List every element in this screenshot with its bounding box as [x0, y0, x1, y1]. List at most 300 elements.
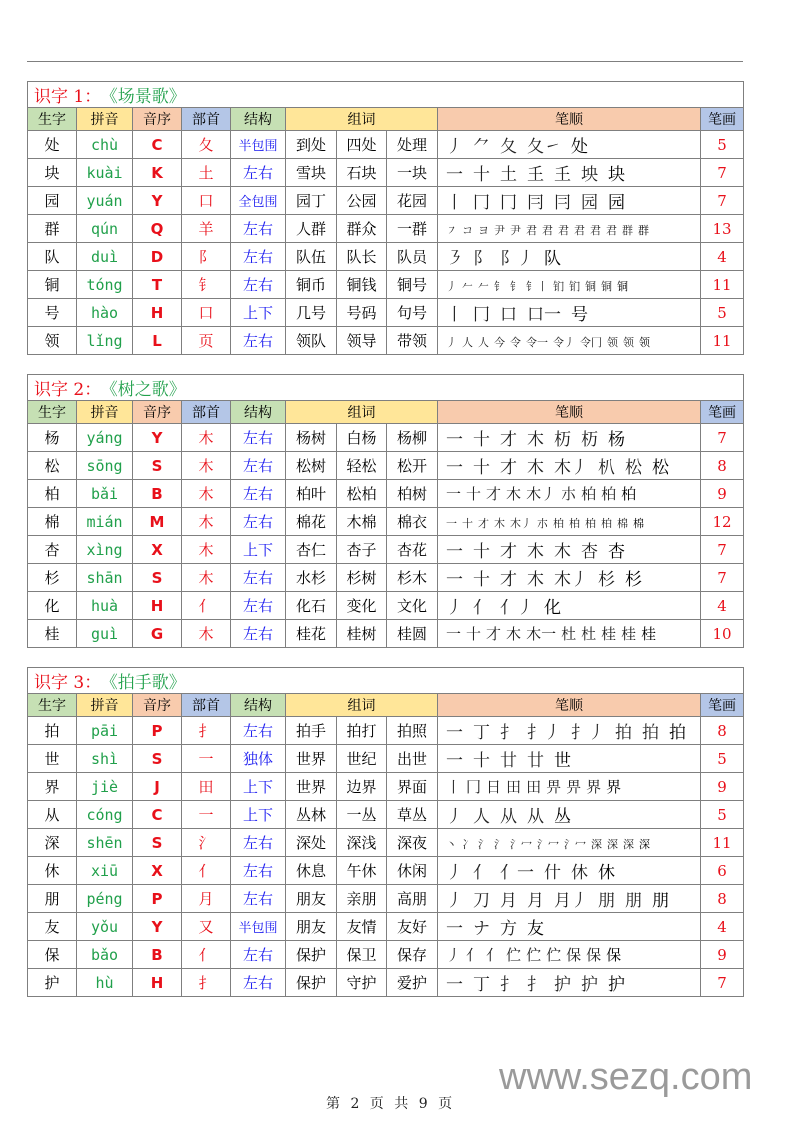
stroke-step: 柏	[601, 485, 617, 503]
stroke-step: 令丿	[553, 335, 575, 349]
word-cell: 队长	[337, 243, 387, 271]
stroke-step: 什	[544, 863, 561, 883]
radical-cell: 口	[182, 299, 231, 327]
stroke-count-cell: 9	[701, 773, 744, 801]
stroke-step: 才	[486, 485, 502, 503]
structure-cell: 全包围	[231, 187, 286, 215]
character-cell: 朋	[28, 885, 77, 913]
stroke-count-cell: 11	[701, 829, 744, 857]
stroke-step: 深	[639, 837, 650, 851]
pinyin-cell: xiū	[77, 857, 133, 885]
stroke-step: 廿	[500, 751, 517, 771]
stroke-step: 一	[446, 485, 462, 503]
radical-cell: 亻	[182, 941, 231, 969]
stroke-step: 丨	[446, 778, 462, 796]
initial-letter-cell: S	[133, 564, 182, 592]
word-cell: 句号	[387, 299, 438, 327]
table-row	[28, 717, 744, 745]
header-pinyin: 拼音	[77, 108, 133, 131]
stroke-step: 亻丿	[500, 598, 534, 618]
radical-cell: 亻	[182, 592, 231, 620]
table-row	[28, 564, 744, 592]
stroke-step: 木	[527, 458, 544, 478]
stroke-step: 深	[591, 837, 602, 851]
stroke-step: 畀	[546, 778, 562, 796]
word-cell: 午休	[337, 857, 387, 885]
radical-cell: 木	[182, 508, 231, 536]
stroke-step: 领	[607, 335, 618, 349]
header-words: 组词	[286, 694, 438, 717]
lesson-name: 《树之歌》	[109, 380, 186, 400]
stroke-step: 冃	[554, 193, 571, 213]
word-cell: 到处	[286, 131, 337, 159]
pinyin-cell: péng	[77, 885, 133, 913]
table-row	[28, 452, 744, 480]
stroke-step: 友	[527, 919, 544, 939]
stroke-step: 护	[608, 975, 625, 995]
stroke-step: 保	[566, 946, 582, 964]
word-cell: 杏仁	[286, 536, 337, 564]
structure-cell: 上下	[231, 801, 286, 829]
table-row	[28, 299, 744, 327]
word-cell: 化石	[286, 592, 337, 620]
section-title	[28, 668, 744, 694]
stroke-order-cell	[438, 480, 701, 508]
stroke-step: 木丿	[554, 570, 588, 590]
character-cell: 棉	[28, 508, 77, 536]
character-cell: 队	[28, 243, 77, 271]
stroke-step: 丁	[473, 723, 490, 743]
pinyin-cell: pāi	[77, 717, 133, 745]
initial-letter-cell: Q	[133, 215, 182, 243]
stroke-step: 阝	[473, 249, 490, 269]
stroke-step: 坱	[581, 165, 598, 185]
vocab-section-3	[27, 667, 743, 997]
stroke-count-cell: 4	[701, 913, 744, 941]
stroke-step: 月丿	[554, 891, 588, 911]
stroke-count-cell: 7	[701, 187, 744, 215]
word-cell: 保卫	[337, 941, 387, 969]
stroke-step: 冂	[500, 193, 517, 213]
stroke-order-cell	[438, 745, 701, 773]
initial-letter-cell: S	[133, 452, 182, 480]
character-cell: 领	[28, 327, 77, 355]
stroke-order-cell	[438, 159, 701, 187]
stroke-step: 木丿	[526, 485, 557, 503]
stroke-step: 木	[527, 542, 544, 562]
stroke-step: 才	[500, 542, 517, 562]
stroke-step: 君	[526, 223, 537, 237]
lesson-name: 《拍手歌》	[109, 673, 186, 693]
stroke-step: 伫	[506, 946, 522, 964]
table-row	[28, 773, 744, 801]
stroke-step: 桂	[601, 625, 617, 643]
stroke-step: 朋	[598, 891, 615, 911]
word-cell: 铜钱	[337, 271, 387, 299]
stroke-count-cell: 7	[701, 969, 744, 997]
header-char: 生字	[28, 108, 77, 131]
word-cell: 友情	[337, 913, 387, 941]
word-cell: 铜币	[286, 271, 337, 299]
pinyin-cell: duì	[77, 243, 133, 271]
word-cell: 边界	[337, 773, 387, 801]
word-cell: 桂树	[337, 620, 387, 648]
stroke-count-cell: 11	[701, 271, 744, 299]
stroke-step: 伫	[546, 946, 562, 964]
header-words: 组词	[286, 108, 438, 131]
stroke-step: 廿	[527, 751, 544, 771]
stroke-step: 口一	[527, 305, 561, 325]
pinyin-cell: yáng	[77, 424, 133, 452]
stroke-step: 亻	[473, 598, 490, 618]
stroke-step: 一	[446, 570, 463, 590]
stroke-step: 木	[527, 430, 544, 450]
stroke-step: 木丿	[554, 458, 588, 478]
stroke-step: 才	[500, 570, 517, 590]
structure-cell: 上下	[231, 299, 286, 327]
stroke-step: 休	[571, 863, 588, 883]
watermark: www.sezq.com	[499, 1056, 753, 1098]
initial-letter-cell: S	[133, 745, 182, 773]
header-char: 生字	[28, 694, 77, 717]
structure-cell: 左右	[231, 271, 286, 299]
table-row	[28, 885, 744, 913]
word-cell: 队员	[387, 243, 438, 271]
initial-letter-cell: B	[133, 480, 182, 508]
stroke-step: 朳	[598, 458, 615, 478]
section-title	[28, 375, 744, 401]
stroke-step: 君	[606, 223, 617, 237]
word-cell: 世纪	[337, 745, 387, 773]
word-cell: 白杨	[337, 424, 387, 452]
character-cell: 块	[28, 159, 77, 187]
vocab-table	[27, 81, 744, 355]
character-cell: 拍	[28, 717, 77, 745]
word-cell: 人群	[286, 215, 337, 243]
stroke-step: 铜	[617, 279, 628, 293]
stroke-step: 令一	[526, 335, 548, 349]
structure-cell: 左右	[231, 159, 286, 187]
word-cell: 拍手	[286, 717, 337, 745]
stroke-step: 令	[510, 335, 521, 349]
pinyin-cell: guì	[77, 620, 133, 648]
stroke-step: 钔	[569, 279, 580, 293]
word-cell: 杨柳	[387, 424, 438, 452]
word-cell: 拍照	[387, 717, 438, 745]
stroke-step: 朩	[537, 516, 548, 530]
header-char: 生字	[28, 401, 77, 424]
stroke-step: 十	[466, 485, 482, 503]
radical-cell: 亻	[182, 857, 231, 885]
stroke-order-cell	[438, 536, 701, 564]
header-radical: 部首	[182, 401, 231, 424]
radical-cell: 钅	[182, 271, 231, 299]
stroke-step: 田	[526, 778, 542, 796]
pinyin-cell: shān	[77, 564, 133, 592]
stroke-order-cell	[438, 131, 701, 159]
stroke-order-cell	[438, 941, 701, 969]
stroke-step: 木	[554, 542, 571, 562]
stroke-step: 𠂉	[462, 279, 473, 293]
pinyin-cell: cóng	[77, 801, 133, 829]
word-cell: 友好	[387, 913, 438, 941]
word-cell: 号码	[337, 299, 387, 327]
word-cell: 拍打	[337, 717, 387, 745]
stroke-step: 十	[473, 542, 490, 562]
structure-cell: 半包围	[231, 131, 286, 159]
stroke-step: 君	[590, 223, 601, 237]
stroke-step: 休	[598, 863, 615, 883]
radical-cell: 一	[182, 801, 231, 829]
initial-letter-cell: Y	[133, 913, 182, 941]
stroke-step: 夂	[500, 137, 517, 157]
stroke-step: 一	[446, 975, 463, 995]
header-stroke-count: 笔画	[701, 401, 744, 424]
character-cell: 界	[28, 773, 77, 801]
word-cell: 棉衣	[387, 508, 438, 536]
stroke-step: 十	[466, 625, 482, 643]
stroke-step: 柏	[553, 516, 564, 530]
stroke-step: 木	[506, 485, 522, 503]
radical-cell: 页	[182, 327, 231, 355]
stroke-step: 才	[500, 458, 517, 478]
stroke-step: 𡈼	[527, 165, 544, 185]
stroke-step: 冂	[473, 305, 490, 325]
header-stroke-order: 笔顺	[438, 401, 701, 424]
word-cell: 变化	[337, 592, 387, 620]
header-radical: 部首	[182, 694, 231, 717]
character-cell: 从	[28, 801, 77, 829]
stroke-step: 十	[473, 430, 490, 450]
stroke-order-cell	[438, 327, 701, 355]
stroke-step: 扌	[500, 723, 517, 743]
word-cell: 休闲	[387, 857, 438, 885]
stroke-step: 世	[554, 751, 571, 771]
stroke-step: 护	[554, 975, 571, 995]
stroke-step: 方	[500, 919, 517, 939]
stroke-step: 护	[581, 975, 598, 995]
table-row	[28, 801, 744, 829]
initial-letter-cell: C	[133, 131, 182, 159]
stroke-step: 界	[606, 778, 622, 796]
header-structure: 结构	[231, 401, 286, 424]
pinyin-cell: shēn	[77, 829, 133, 857]
table-row	[28, 424, 744, 452]
structure-cell: 左右	[231, 508, 286, 536]
word-cell: 桂花	[286, 620, 337, 648]
stroke-order-cell	[438, 271, 701, 299]
stroke-step: 柏	[621, 485, 637, 503]
stroke-count-cell: 7	[701, 159, 744, 187]
character-cell: 深	[28, 829, 77, 857]
stroke-step: 丁	[473, 975, 490, 995]
word-cell: 一块	[387, 159, 438, 187]
initial-letter-cell: X	[133, 536, 182, 564]
pinyin-cell: bǎo	[77, 941, 133, 969]
stroke-step: 一	[446, 625, 462, 643]
initial-letter-cell: D	[133, 243, 182, 271]
character-cell: 杉	[28, 564, 77, 592]
stroke-step: 才	[500, 430, 517, 450]
word-cell: 朋友	[286, 913, 337, 941]
radical-cell: 木	[182, 424, 231, 452]
initial-letter-cell: M	[133, 508, 182, 536]
word-cell: 领导	[337, 327, 387, 355]
structure-cell: 左右	[231, 592, 286, 620]
pinyin-cell: chù	[77, 131, 133, 159]
header-stroke-count: 笔画	[701, 694, 744, 717]
stroke-count-cell: 10	[701, 620, 744, 648]
stroke-step: ㇋	[446, 249, 463, 269]
stroke-step: 月	[527, 891, 544, 911]
stroke-step: 柏	[581, 485, 597, 503]
stroke-order-cell	[438, 243, 701, 271]
pinyin-cell: hào	[77, 299, 133, 327]
word-cell: 深浅	[337, 829, 387, 857]
initial-letter-cell: H	[133, 969, 182, 997]
initial-letter-cell: G	[133, 620, 182, 648]
stroke-step: 深	[623, 837, 634, 851]
initial-letter-cell: J	[133, 773, 182, 801]
stroke-step: 木	[506, 625, 522, 643]
stroke-order-cell	[438, 801, 701, 829]
stroke-step: 十	[473, 165, 490, 185]
stroke-step: 杉	[625, 570, 642, 590]
word-cell: 松树	[286, 452, 337, 480]
stroke-step: 扌丿	[571, 723, 605, 743]
stroke-step: 丨	[446, 193, 463, 213]
stroke-count-cell: 8	[701, 885, 744, 913]
pinyin-cell: yǒu	[77, 913, 133, 941]
stroke-order-cell	[438, 452, 701, 480]
character-cell: 护	[28, 969, 77, 997]
section-title	[28, 82, 744, 108]
stroke-count-cell: 4	[701, 592, 744, 620]
stroke-step: 群	[638, 223, 649, 237]
lesson-name: 《场景歌》	[109, 87, 186, 107]
word-cell: 处理	[387, 131, 438, 159]
table-row	[28, 620, 744, 648]
stroke-count-cell: 8	[701, 452, 744, 480]
structure-cell: 左右	[231, 829, 286, 857]
stroke-count-cell: 13	[701, 215, 744, 243]
character-cell: 园	[28, 187, 77, 215]
word-cell: 杏子	[337, 536, 387, 564]
stroke-order-cell	[438, 424, 701, 452]
pinyin-cell: yuán	[77, 187, 133, 215]
character-cell: 化	[28, 592, 77, 620]
pinyin-cell: jiè	[77, 773, 133, 801]
stroke-step: 处	[571, 137, 588, 157]
word-cell: 朋友	[286, 885, 337, 913]
structure-cell: 半包围	[231, 913, 286, 941]
stroke-step: 园	[608, 193, 625, 213]
word-cell: 杏花	[387, 536, 438, 564]
stroke-step: ⺈	[473, 137, 490, 157]
stroke-step: 杜	[581, 625, 597, 643]
structure-cell: 左右	[231, 480, 286, 508]
character-cell: 桂	[28, 620, 77, 648]
radical-cell: 羊	[182, 215, 231, 243]
radical-cell: 月	[182, 885, 231, 913]
stroke-order-cell	[438, 187, 701, 215]
stroke-step: 丿	[446, 891, 463, 911]
stroke-step: 尹	[510, 223, 521, 237]
pinyin-cell: xìng	[77, 536, 133, 564]
stroke-step: 口	[500, 305, 517, 325]
pinyin-cell: mián	[77, 508, 133, 536]
stroke-step: 丿	[446, 279, 457, 293]
stroke-order-cell	[438, 215, 701, 243]
stroke-order-cell	[438, 829, 701, 857]
character-cell: 号	[28, 299, 77, 327]
stroke-count-cell: 9	[701, 480, 744, 508]
structure-cell: 左右	[231, 857, 286, 885]
radical-cell: 木	[182, 536, 231, 564]
stroke-step: 才	[478, 516, 489, 530]
stroke-step: 杉	[598, 570, 615, 590]
word-cell: 石块	[337, 159, 387, 187]
stroke-step: 阝丿	[500, 249, 534, 269]
stroke-step: 棉	[633, 516, 644, 530]
word-cell: 出世	[387, 745, 438, 773]
stroke-step: 铜	[585, 279, 596, 293]
pinyin-cell: sōng	[77, 452, 133, 480]
initial-letter-cell: K	[133, 159, 182, 187]
character-cell: 杏	[28, 536, 77, 564]
pinyin-cell: huà	[77, 592, 133, 620]
stroke-step: 扌丿	[527, 723, 561, 743]
word-cell: 爱护	[387, 969, 438, 997]
stroke-step: ヨ	[478, 223, 489, 237]
stroke-step: 丿	[446, 946, 462, 964]
page-number: 第 2 页 共 9 页	[326, 1096, 456, 1112]
stroke-step: 冫	[462, 837, 473, 851]
table-row	[28, 187, 744, 215]
stroke-step: 杏	[608, 542, 625, 562]
structure-cell: 上下	[231, 536, 286, 564]
structure-cell: 左右	[231, 452, 286, 480]
word-cell: 世界	[286, 773, 337, 801]
stroke-count-cell: 6	[701, 857, 744, 885]
stroke-step: 亻	[473, 863, 490, 883]
radical-cell: 木	[182, 452, 231, 480]
character-cell: 柏	[28, 480, 77, 508]
stroke-step: コ	[462, 223, 473, 237]
stroke-step: 一	[446, 723, 463, 743]
pinyin-cell: kuài	[77, 159, 133, 187]
table-row	[28, 829, 744, 857]
header-pinyin: 拼音	[77, 694, 133, 717]
vocab-table	[27, 667, 744, 997]
stroke-step: 今	[494, 335, 505, 349]
structure-cell: 左右	[231, 717, 286, 745]
structure-cell: 左右	[231, 941, 286, 969]
word-cell: 亲朋	[337, 885, 387, 913]
stroke-step: 氵冖	[510, 837, 532, 851]
stroke-step: 扌	[527, 975, 544, 995]
stroke-step: 桂	[641, 625, 657, 643]
section-number: 识字 2：	[34, 380, 102, 400]
stroke-step: 保	[586, 946, 602, 964]
stroke-step: 一	[446, 542, 463, 562]
radical-cell: 田	[182, 773, 231, 801]
stroke-order-cell	[438, 508, 701, 536]
stroke-step: 园	[581, 193, 598, 213]
stroke-step: 队	[544, 249, 561, 269]
stroke-step: 人	[473, 807, 490, 827]
initial-letter-cell: Y	[133, 424, 182, 452]
